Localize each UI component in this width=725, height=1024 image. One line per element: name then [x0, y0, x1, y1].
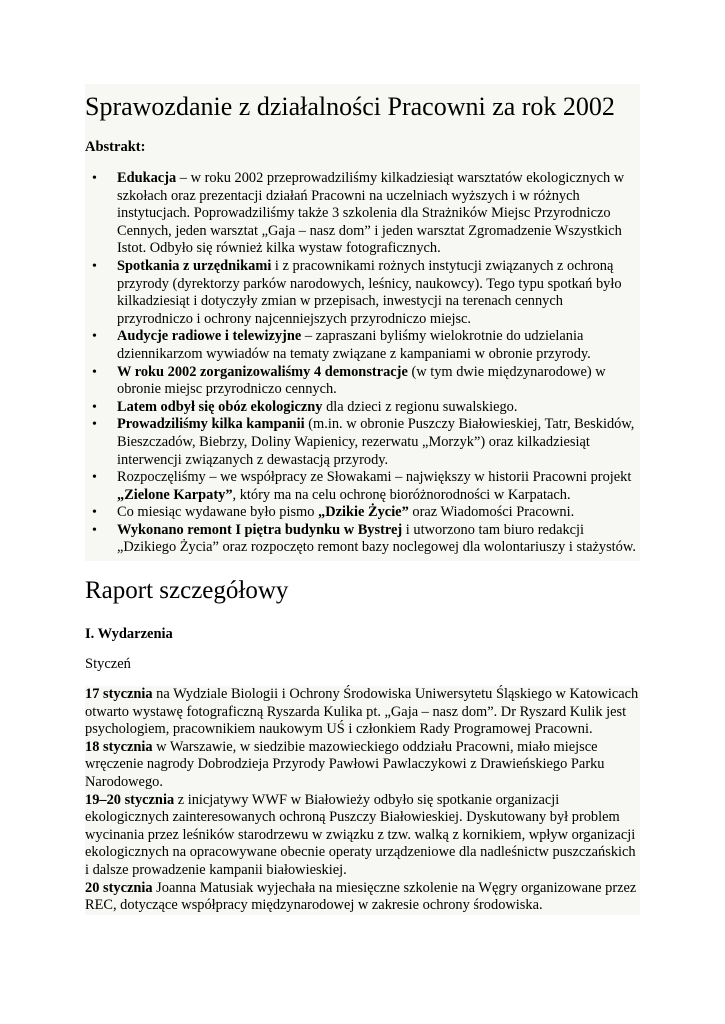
bullet-bold-text: Spotkania z urzędnikami	[117, 257, 272, 274]
event-text: na Wydziale Biologii i Ochrony Środowiska Uniwersytetu Śląskiego w Katowicach otwarto wystawę fotograficzną Ryszarda Kulika pt. „Gaja – nasz dom”. Dr Ryszard Kulik jest psychologiem, pracownikiem naukowym UŚ i członkiem Rady Programowej Pracowni.	[85, 686, 639, 738]
event-entry	[85, 686, 640, 739]
bullet-dot-icon: •	[92, 399, 97, 415]
bullet-dot-icon: •	[92, 470, 97, 486]
bullet-text: (m.in. w obronie Puszczy Białowieskiej, Tatr, Beskidów, Bieszczadów, Biebrzy, Doliny Wapienicy, rezerwatu „Morzyk”) oraz kilkadziesiąt interwencji związanych z dewastacją przyrody.	[117, 416, 635, 468]
event-date: 18 stycznia	[85, 738, 153, 755]
abstract-label-block	[85, 134, 640, 166]
title-block	[85, 84, 640, 134]
document-page	[85, 84, 640, 915]
event-entry	[85, 792, 640, 880]
bullet-text: oraz Wiadomości Pracowni.	[408, 504, 575, 521]
event-date: 19–20 stycznia	[85, 791, 175, 808]
event-entry	[85, 880, 640, 915]
bullet-bold-text: Audycje radiowe i telewizyjne	[117, 328, 302, 345]
bullet-bold-text: Edukacja	[117, 170, 177, 186]
bullet-text: i utworzono tam biuro redakcji „Dzikiego Życia” oraz rozpoczęto remont bazy noclegowej dla wolontariuszy i stażystów.	[117, 521, 636, 556]
event-entry	[85, 739, 640, 792]
abstract-bullet-item	[92, 504, 640, 522]
bullet-bold-text: „Zielone Karpaty”	[117, 486, 233, 503]
events-subheading: I. Wydarzenia	[85, 626, 173, 643]
bullet-bold-text: Prowadziliśmy kilka kampanii	[117, 416, 305, 433]
bullet-dot-icon: •	[92, 505, 97, 521]
bullet-text: – zapraszani byliśmy wielokrotnie do udzielania dziennikarzom wywiadów na tematy związane z kampaniami w obronie przyrody.	[117, 328, 591, 362]
events-block	[85, 686, 640, 915]
bullet-dot-icon: •	[92, 329, 97, 345]
abstract-list-block	[85, 166, 640, 561]
bullet-dot-icon: •	[92, 522, 97, 538]
bullet-text: (w tym dwie międzynarodowe) w obronie miejsc przyrodniczo cennych.	[117, 363, 606, 398]
abstract-label: Abstrakt:	[85, 139, 146, 155]
abstract-bullet-item	[92, 469, 640, 504]
event-date: 20 stycznia	[85, 879, 153, 896]
bullet-text: , który ma na celu ochronę bioróżnorodności w Karpatach.	[232, 486, 571, 503]
abstract-bullet-item	[92, 416, 640, 469]
bullet-bold-text: „Dzikie Życie”	[318, 504, 409, 521]
abstract-bullet-item	[92, 328, 640, 363]
bullet-text: i z pracownikami rożnych instytucji związanych z ochroną przyrody (dyrektorzy parków narodowych, leśnicy, naukowcy). Tego typu spotkań było kilkadziesiąt i dotyczyły zmian w przepisach, inwestycji na terenach cennych przyrodniczo i ochrony najcenniejszych przyrodniczo miejsc.	[117, 257, 622, 327]
bullet-bold-text: Latem odbył się obóz ekologiczny	[117, 398, 323, 415]
abstract-bullet-item	[92, 521, 640, 557]
event-text: z inicjatywy WWF w Białowieży odbyło się spotkanie organizacji ekologicznych zainteresowanych ochroną Puszczy Białowieskiej. Dyskutowany był problem wycinania przez leśników starodrzewu w związku z tzw. walką z kornikiem, wpływ organizacji ekologicznych na opracowywane obecnie operaty urządzeniowe dla nadleśnictw puszczańskich i dalsze prowadzenie kampanii białowieskiej.	[85, 791, 636, 878]
abstract-bullet-item	[92, 363, 640, 399]
bullet-bold-text: Wykonano remont I piętra budynku w Bystrej	[117, 521, 403, 538]
abstract-bullet-item	[92, 257, 640, 328]
bullet-text: Rozpoczęliśmy – we współpracy ze Słowakami – największy w historii Pracowni projekt	[117, 469, 632, 486]
event-text: w Warszawie, w siedzibie mazowieckiego oddziału Pracowni, miało miejsce wręczenie nagrody Dobrodzieja Przyrody Pawłowi Pawlaczykowi z Drawieńskiego Parku Narodowego.	[85, 738, 605, 791]
bullet-text: Co miesiąc wydawane było pismo	[117, 504, 319, 521]
section-title: Raport szczegółowy	[85, 577, 289, 605]
event-text: Joanna Matusiak wyjechała na miesięczne szkolenie na Węgry organizowane przez REC, dotyczące współpracy międzynarodowej w zakresie ochrony środowiska.	[85, 879, 637, 914]
bullet-text: dla dzieci z regionu suwalskiego.	[322, 398, 518, 415]
bullet-dot-icon: •	[92, 417, 97, 433]
bullet-dot-icon: •	[92, 258, 97, 274]
abstract-bullet-list	[85, 166, 640, 561]
bullet-text: – w roku 2002 przeprowadziliśmy kilkadziesiąt warsztatów ekologicznych w szkołach oraz prezentacji działań Pracowni na uczelniach wyższych i w różnych instytucjach. Poprowadziliśmy także 3 szkolenia dla Strażników Miejsc Przyrodniczo Cennych, jeden warsztat „Gaja – nasz dom” i jeden warsztat Zgromadzenie Wszystkich Istot. Odbyło się również kilka wystaw fotograficznych.	[117, 170, 625, 257]
document-title: Sprawozdanie z działalności Pracowni za rok 2002	[85, 92, 615, 121]
abstract-bullet-item	[92, 398, 640, 417]
abstract-bullet-item	[92, 170, 640, 258]
bullet-dot-icon: •	[92, 171, 97, 186]
event-date: 17 stycznia	[85, 686, 153, 703]
bullet-dot-icon: •	[92, 364, 97, 380]
month-label: Styczeń	[85, 656, 131, 673]
bullet-bold-text: W roku 2002 zorganizowaliśmy 4 demonstracje	[117, 363, 408, 380]
